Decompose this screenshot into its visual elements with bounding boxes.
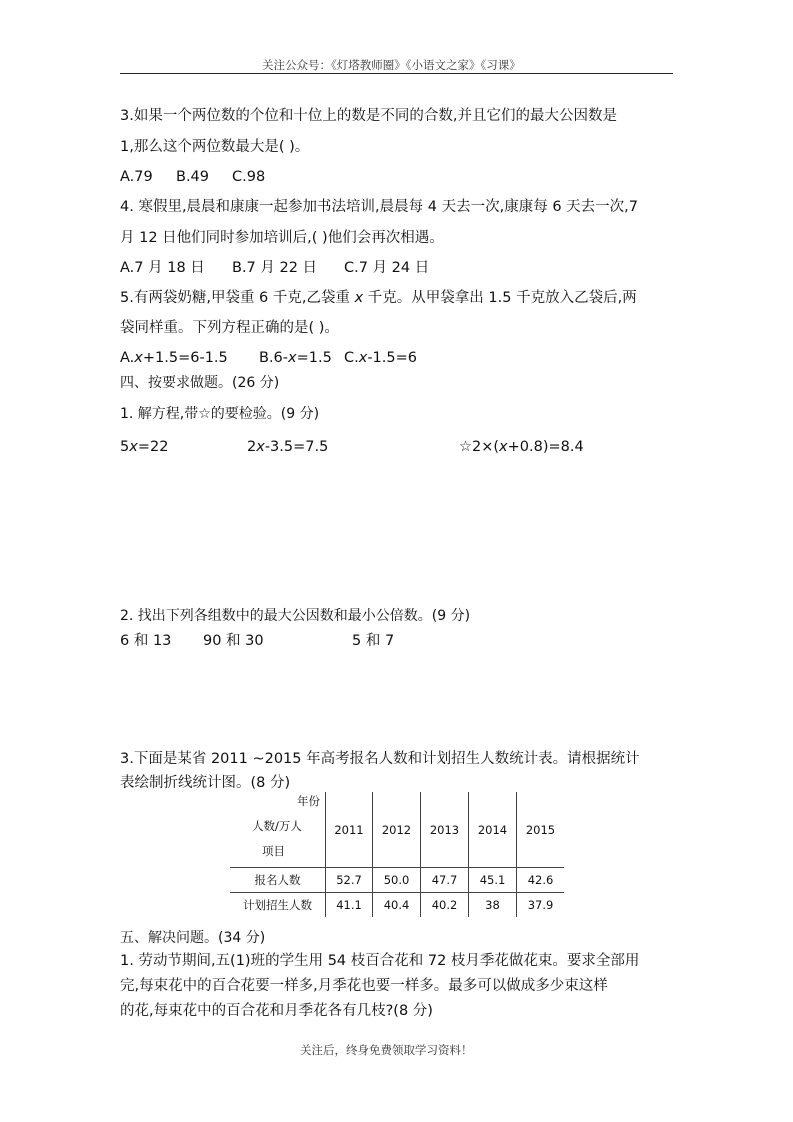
section4-title: 四、按要求做题。(26 分) [120, 375, 280, 391]
year-header: 2015 [517, 792, 565, 868]
table-cell: 38 [469, 893, 517, 918]
table-cell: 50.0 [373, 868, 421, 893]
q4-line2: 月 12 日他们同时参加培训后,( )他们会再次相遇。 [120, 230, 444, 246]
table-row [230, 868, 564, 893]
q3-option-a: A.79 [120, 169, 153, 185]
equation-1: 5x=22 [120, 439, 169, 455]
year-header: 2011 [326, 792, 373, 868]
page-footer: 关注后，终身免费领取学习资料！ [300, 1043, 473, 1057]
table-corner-cell [230, 792, 326, 868]
q3-option-b: B.49 [176, 169, 210, 185]
q5-line1: 5.有两袋奶糖,甲袋重 6 千克,乙袋重 x 千克。从甲袋拿出 1.5 千克放入乙袋后,两 [120, 290, 637, 306]
table-cell: 37.9 [527, 898, 554, 912]
s5-p1-line3: 的花,每束花中的百合花和月季花各有几枝?(8 分) [120, 1003, 433, 1019]
page-header: 关注公众号：《灯塔教师圈》《小语文之家》《习课》 [262, 58, 521, 72]
s4-p3-line2: 表绘制折线统计图。(8 分) [120, 775, 291, 791]
q4-option-a: A.7 月 18 日 [120, 260, 205, 276]
row-label: 报名人数 [230, 868, 326, 893]
corner-year-label: 年份 [297, 794, 320, 808]
s5-p1-line2: 完,每束花中的百合花要一样多,月季花也要一样多。最多可以做成多少束这样 [120, 978, 608, 994]
table-cell: 45.1 [469, 868, 517, 893]
q4-option-c: C.7 月 24 日 [344, 260, 430, 276]
number-group-2: 90 和 30 [203, 633, 264, 649]
table-cell: 42.6 [517, 868, 565, 893]
table-cell: 52.7 [326, 868, 373, 893]
table-cell: 41.1 [326, 893, 373, 918]
s4-p1-title: 1. 解方程,带☆的要检验。(9 分) [120, 406, 320, 422]
q3-line1: 3.如果一个两位数的个位和十位上的数是不同的合数,并且它们的最大公因数是 [120, 108, 617, 124]
number-group-1: 6 和 13 [120, 633, 172, 649]
table-cell: 47.7 [421, 868, 469, 893]
table-cell: 40.4 [373, 893, 421, 918]
equation-3: ☆2×(x+0.8)=8.4 [459, 439, 584, 455]
q4-option-b: B.7 月 22 日 [232, 260, 318, 276]
year-header: 2013 [421, 792, 469, 868]
table-cell: 40.2 [421, 893, 469, 918]
s4-p2-title: 2. 找出下列各组数中的最大公因数和最小公倍数。(9 分) [120, 608, 471, 624]
q5-option-b: B.6-x=1.5 [259, 350, 332, 366]
year-header: 2014 [469, 792, 517, 868]
q4-line1: 4. 寒假里,晨晨和康康一起参加书法培训,晨晨每 4 天去一次,康康每 6 天去一次,7 [120, 199, 638, 215]
s4-p3-line1: 3.下面是某省 2011 ~2015 年高考报名人数和计划招生人数统计表。请根据统计 [120, 751, 640, 767]
equation-2: 2x-3.5=7.5 [247, 439, 329, 455]
table-row [230, 893, 564, 918]
q5-option-a: A.x+1.5=6-1.5 [120, 350, 228, 366]
s5-p1-line1: 1. 劳动节期间,五(1)班的学生用 54 枝百合花和 72 枝月季花做花束。要求全部用 [120, 953, 640, 969]
number-group-3: 5 和 7 [352, 633, 395, 649]
section5-title: 五、解决问题。(34 分) [120, 930, 266, 946]
header-rule [120, 73, 673, 74]
q5-line2: 袋同样重。下列方程正确的是( )。 [120, 320, 339, 336]
row-label: 计划招生人数 [230, 893, 326, 918]
corner-item-label: 项目 [262, 844, 285, 858]
q3-option-c: C.98 [232, 169, 266, 185]
statistics-table [230, 792, 564, 917]
year-header: 2012 [373, 792, 421, 868]
corner-unit-label: 人数/万人 [252, 819, 302, 833]
q5-option-c: C.x-1.5=6 [344, 350, 417, 366]
q3-line2: 1,那么这个两位数最大是( )。 [120, 139, 310, 155]
